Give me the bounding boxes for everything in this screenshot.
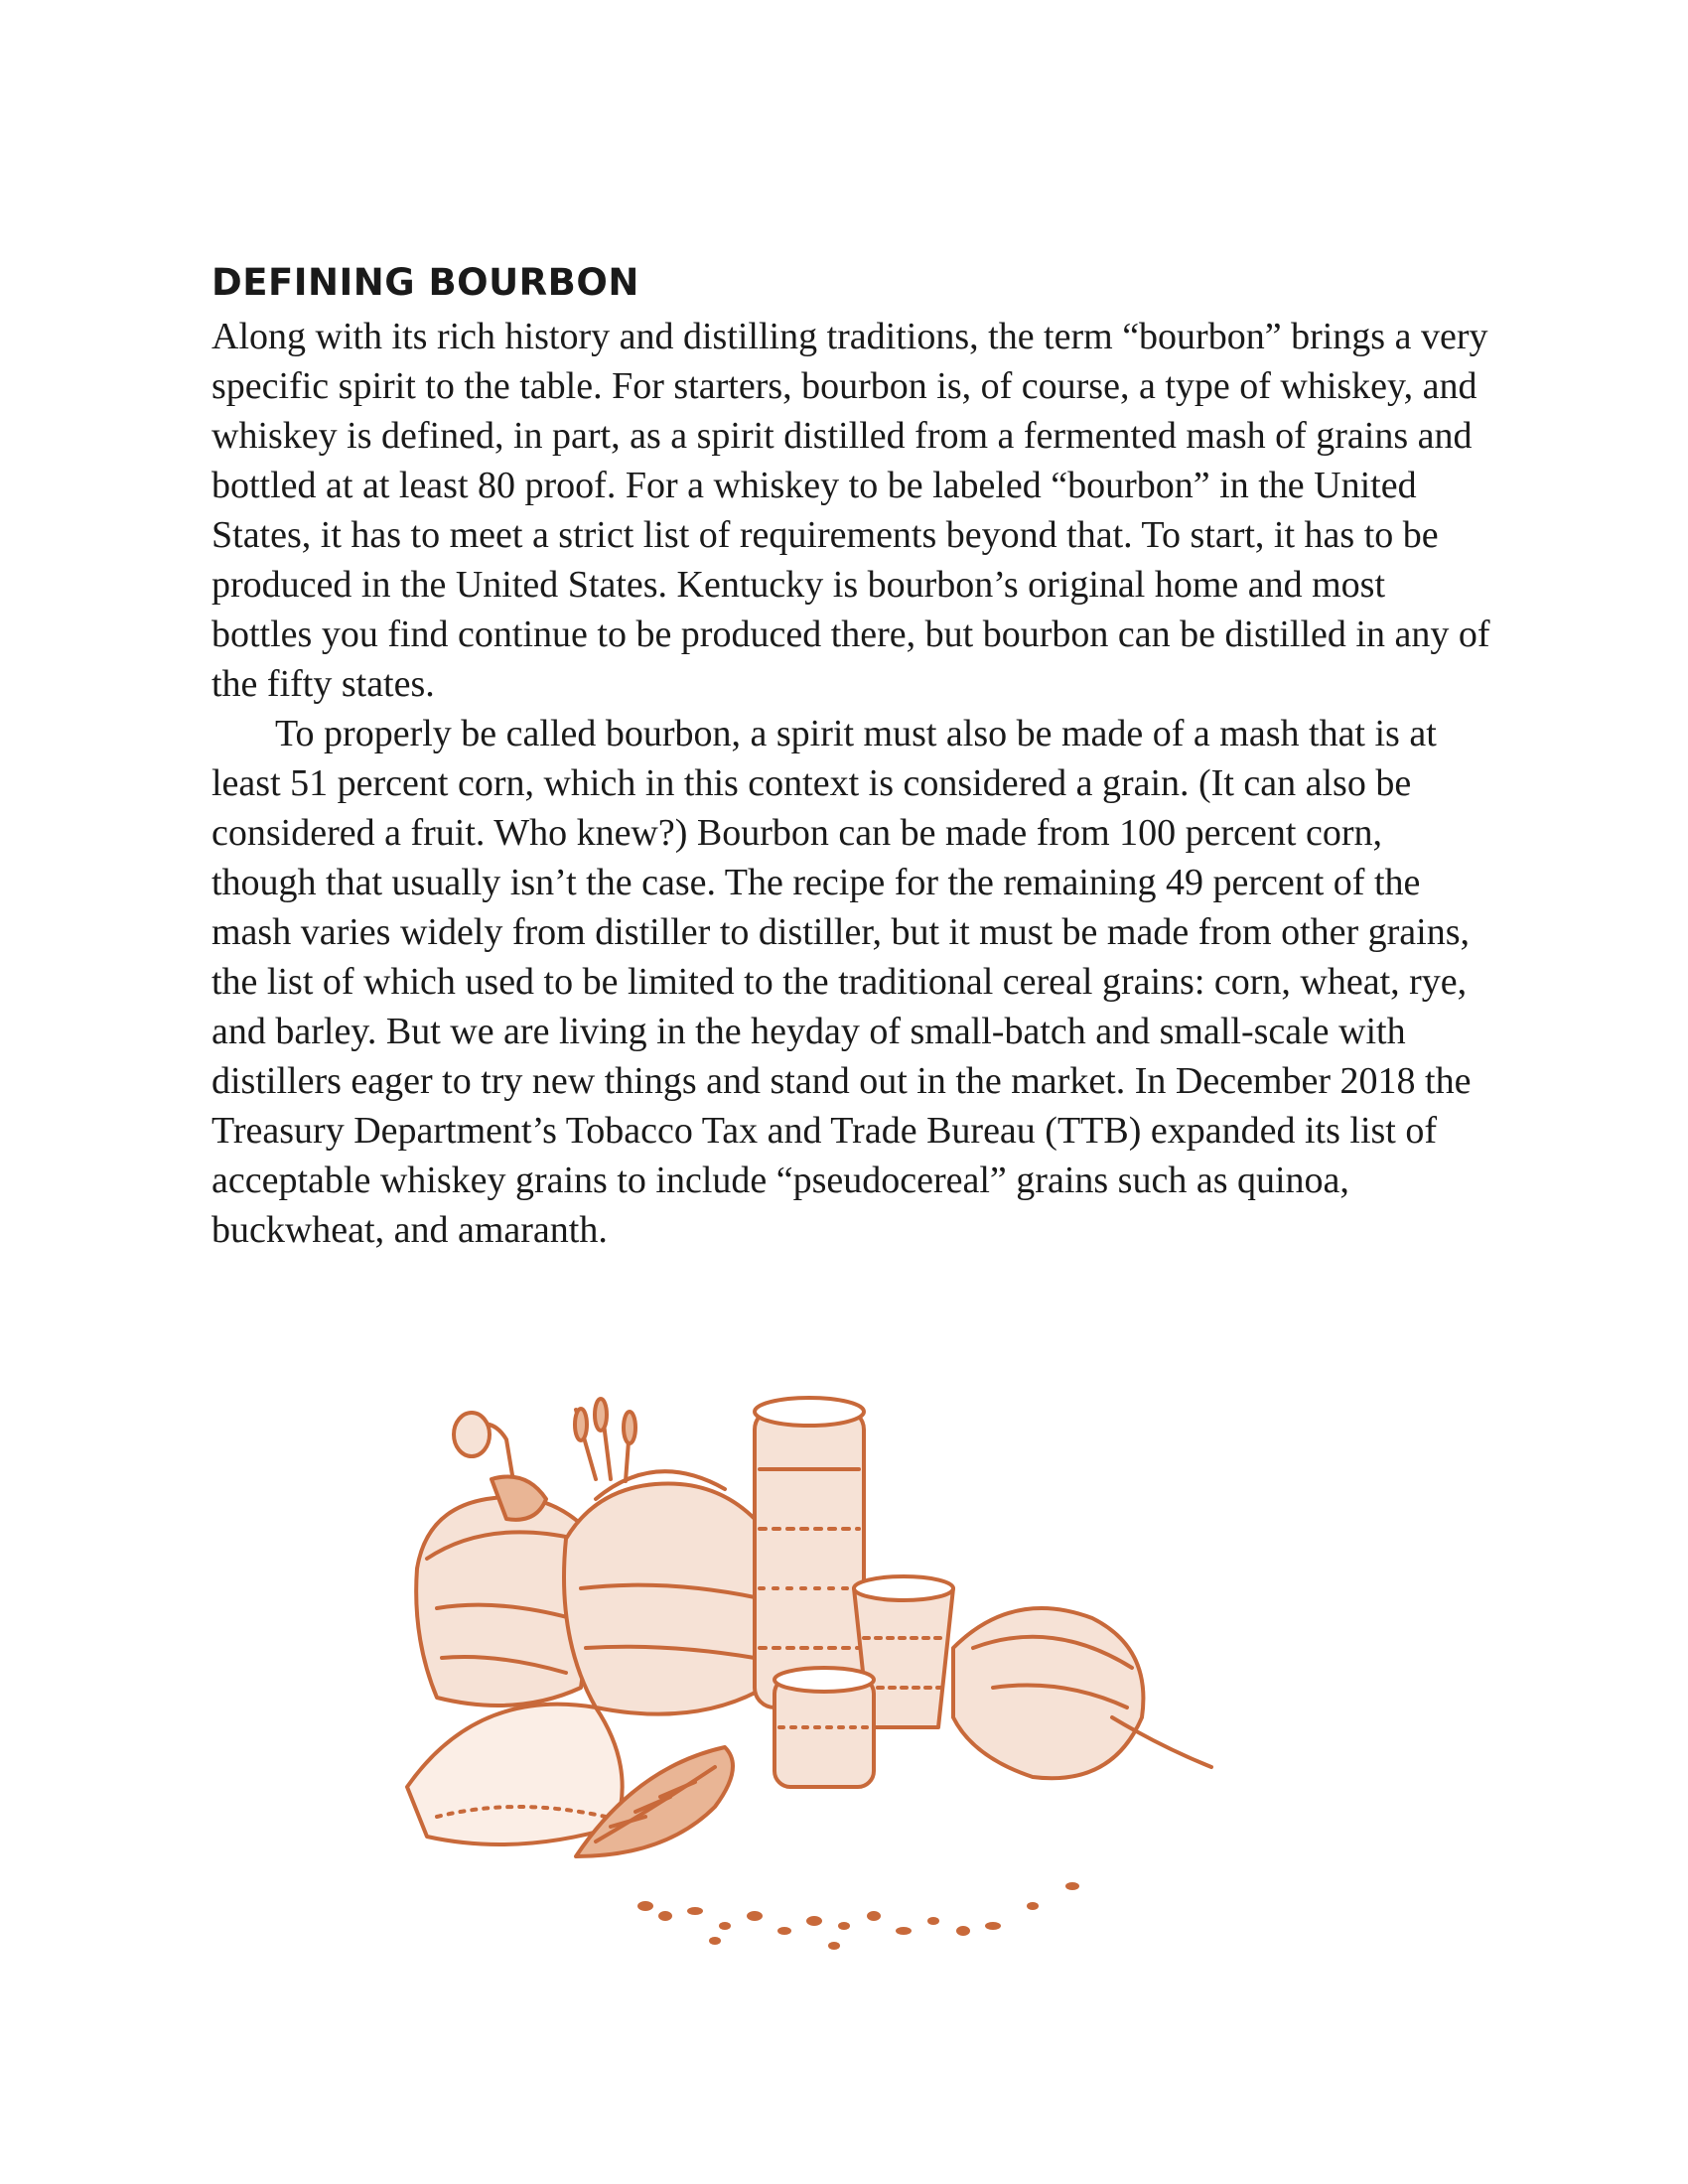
grain-pile-left <box>407 1705 623 1844</box>
small-jar <box>774 1668 874 1787</box>
middle-sack <box>564 1399 773 1714</box>
section-heading: DEFINING BOURBON <box>211 261 639 304</box>
right-sack <box>953 1608 1211 1778</box>
paragraph-2: To properly be called bourbon, a spirit must also be made of a mash that is at least 51 percent corn, which in this context is considered a grain. (It can also be considered a fruit. Who knew?) Bourbon can be made from 100 percent corn, though that usually isn’t the case. The recipe for the remaining 49 percent of the mash varies widely from distiller to distiller, but it must be made from other grains, the list of which used to be limited to the traditional cereal grains: corn, wheat, rye, and barley. But we are living in the heyday of small-batch and small-scale with distillers eager to try new things and stand out in the market. In December 2018 the Treasury Department’s Tobacco Tax and Trade Bureau (TTB) expanded its list of acceptable whiskey grains to include “pseudocereal” grains such as quinoa, buckwheat, and amaranth. <box>211 713 1472 1251</box>
text-column <box>211 260 1492 1255</box>
tall-jar <box>755 1398 864 1707</box>
grain-sacks-illustration <box>397 1390 1291 1985</box>
scattered-grains <box>637 1882 1079 1950</box>
paragraph-1: Along with its rich history and distilling traditions, the term “bourbon” brings a very specific spirit to the table. For starters, bourbon is, of course, a type of whiskey, and whiskey is defined, in part, as a spirit distilled from a fermented mash of grains and bottled at at least 80 proof. For a whiskey to be labeled “bourbon” in the United States, it has to meet a strict list of requirements beyond that. To start, it has to be produced in the United States. Kentucky is bourbon’s original home and most bottles you find continue to be produced there, but bourbon can be distilled in any of the fifty states. <box>211 316 1490 705</box>
